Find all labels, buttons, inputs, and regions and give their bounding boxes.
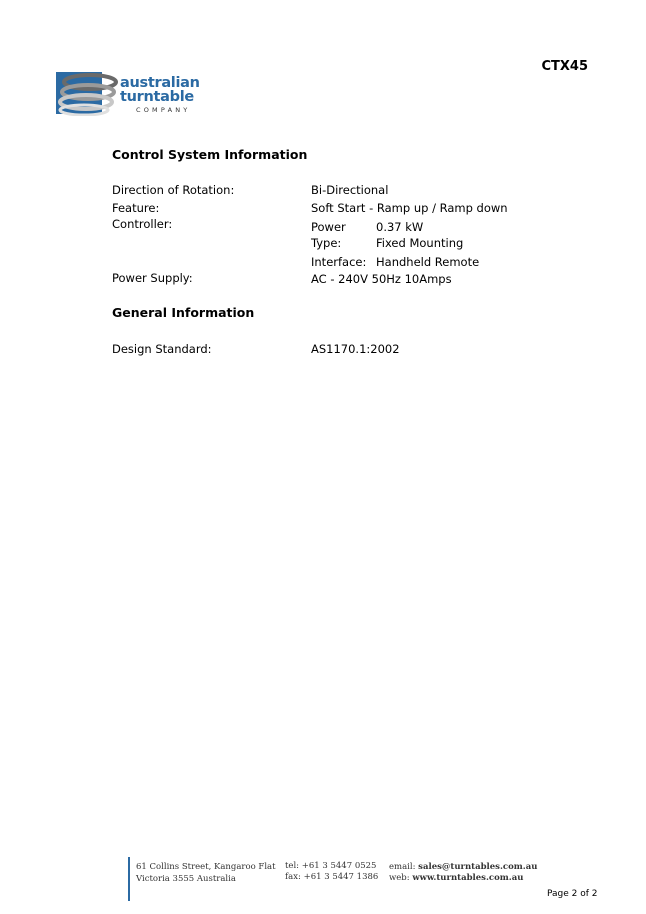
- controller-label: Controller:: [112, 217, 173, 231]
- feature-label: Feature:: [112, 201, 160, 215]
- logo-text-company: COMPANY: [136, 106, 191, 114]
- logo-text-australian: australian: [120, 75, 200, 91]
- footer-divider: [128, 857, 130, 901]
- footer-fax-label: fax:: [285, 872, 301, 882]
- footer-web: [389, 872, 523, 884]
- footer-tel-label: tel:: [285, 861, 300, 871]
- design-standard-label: Design Standard:: [112, 342, 212, 356]
- footer-email-label: email:: [389, 862, 416, 872]
- footer-address-line1: 61 Collins Street, Kangaroo Flat: [136, 862, 276, 872]
- feature-value: Soft Start - Ramp up / Ramp down: [311, 201, 508, 215]
- logo-text-turntable: turntable: [120, 89, 194, 105]
- design-standard-value: AS1170.1:2002: [311, 342, 400, 356]
- company-logo: [56, 70, 206, 120]
- footer-web-label: web:: [389, 873, 410, 883]
- direction-label: Direction of Rotation:: [112, 183, 235, 197]
- general-information-title: General Information: [112, 305, 255, 320]
- power-supply-label: Power Supply:: [112, 271, 193, 285]
- controller-power-label: Power: [311, 220, 346, 234]
- footer-web-link[interactable]: www.turntables.com.au: [412, 873, 524, 883]
- controller-interface-value: Handheld Remote: [376, 255, 480, 269]
- controller-type-label: Type:: [311, 236, 342, 250]
- footer-email-link[interactable]: sales@turntables.com.au: [418, 862, 538, 872]
- footer-address-line2: Victoria 3555 Australia: [136, 874, 236, 884]
- control-system-title: Control System Information: [112, 147, 308, 162]
- page-number: Page 2 of 2: [547, 889, 598, 899]
- controller-power-value: 0.37 kW: [376, 220, 424, 234]
- document-code: CTX45: [541, 59, 588, 74]
- footer-fax-value: +61 3 5447 1386: [303, 872, 379, 882]
- controller-type-value: Fixed Mounting: [376, 236, 464, 250]
- power-supply-value: AC - 240V 50Hz 10Amps: [311, 272, 452, 286]
- turntable-logo-icon: [56, 70, 118, 116]
- direction-value: Bi-Directional: [311, 183, 389, 197]
- controller-interface-label: Interface:: [311, 255, 367, 269]
- footer-fax: [285, 871, 378, 883]
- footer-tel-value: +61 3 5447 0525: [301, 861, 377, 871]
